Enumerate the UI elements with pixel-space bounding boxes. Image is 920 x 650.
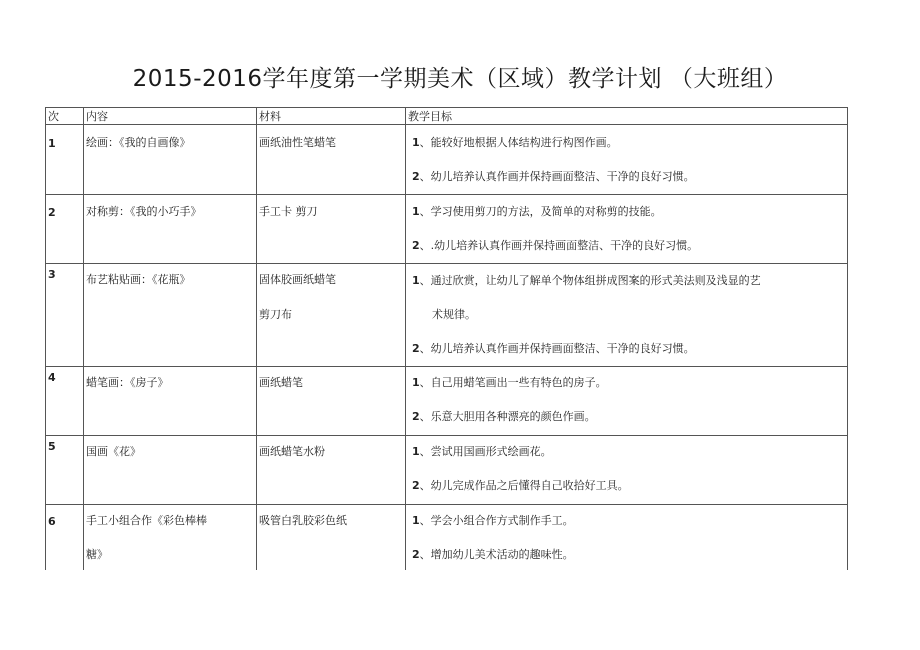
- row-divider: [46, 504, 847, 505]
- row-divider: [46, 435, 847, 436]
- row-material: 画纸油性笔蜡笔: [259, 136, 336, 149]
- row-goal: 2、乐意大胆用各种漂亮的颜色作画。: [412, 410, 596, 423]
- row-material: 吸管白乳胶彩色纸: [259, 514, 347, 527]
- row-goal: 2、幼儿培养认真作画并保持画面整洁、干净的良好习惯。: [412, 342, 695, 355]
- row-goal-continuation: 术规律。: [432, 308, 476, 321]
- row-material: 固体胶画纸蜡笔: [259, 273, 336, 286]
- plan-table: [45, 107, 848, 570]
- row-goal: 2、增加幼儿美术活动的趣味性。: [412, 548, 574, 561]
- row-goal: 2、.幼儿培养认真作画并保持画面整洁、干净的良好习惯。: [412, 239, 699, 252]
- header-index: 次: [48, 110, 59, 123]
- row-divider: [46, 194, 847, 195]
- row-content: 手工小组合作《彩色棒棒: [86, 514, 207, 527]
- row-content: 布艺粘贴画：《花瓶》: [86, 273, 191, 286]
- row-content: 绘画：《我的自画像》: [86, 136, 191, 149]
- row-number: 1: [48, 137, 56, 150]
- row-divider: [46, 124, 847, 125]
- row-number: 5: [48, 440, 56, 453]
- row-goal: 1、尝试用国画形式绘画花。: [412, 445, 552, 458]
- header-content: 内容: [86, 110, 108, 123]
- row-divider: [46, 366, 847, 367]
- row-material: 画纸蜡笔水粉: [259, 445, 325, 458]
- row-number: 3: [48, 268, 56, 281]
- page-title: 2015-2016学年度第一学期美术（区域）教学计划 （大班组）: [132, 66, 788, 92]
- row-divider: [46, 263, 847, 264]
- header-goals: 教学目标: [408, 110, 452, 123]
- row-goal: 1、通过欣赏，让幼儿了解单个物体组拼成图案的形式美法则及浅显的艺: [412, 274, 761, 287]
- column-divider: [405, 108, 406, 570]
- row-material: 画纸蜡笔: [259, 376, 303, 389]
- row-content: 蜡笔画：《房子》: [86, 376, 169, 389]
- row-goal: 2、幼儿培养认真作画并保持画面整洁、干净的良好习惯。: [412, 170, 695, 183]
- column-divider: [83, 108, 84, 570]
- row-content-line2: 糖》: [86, 548, 108, 561]
- row-number: 2: [48, 206, 56, 219]
- row-goal: 2、幼儿完成作品之后懂得自己收拾好工具。: [412, 479, 629, 492]
- row-goal: 1、自己用蜡笔画出一些有特色的房子。: [412, 376, 607, 389]
- row-number: 6: [48, 515, 56, 528]
- column-divider: [256, 108, 257, 570]
- row-goal: 1、学习使用剪刀的方法，及简单的对称剪的技能。: [412, 205, 662, 218]
- row-content: 对称剪：《我的小巧手》: [86, 205, 202, 218]
- row-material: 手工卡 剪刀: [259, 205, 318, 218]
- row-content: 国画《花》: [86, 445, 141, 458]
- row-number: 4: [48, 371, 56, 384]
- row-goal: 1、学会小组合作方式制作手工。: [412, 514, 574, 527]
- row-material-line2: 剪刀布: [259, 308, 292, 321]
- header-material: 材料: [259, 110, 281, 123]
- row-goal: 1、能较好地根据人体结构进行构图作画。: [412, 136, 618, 149]
